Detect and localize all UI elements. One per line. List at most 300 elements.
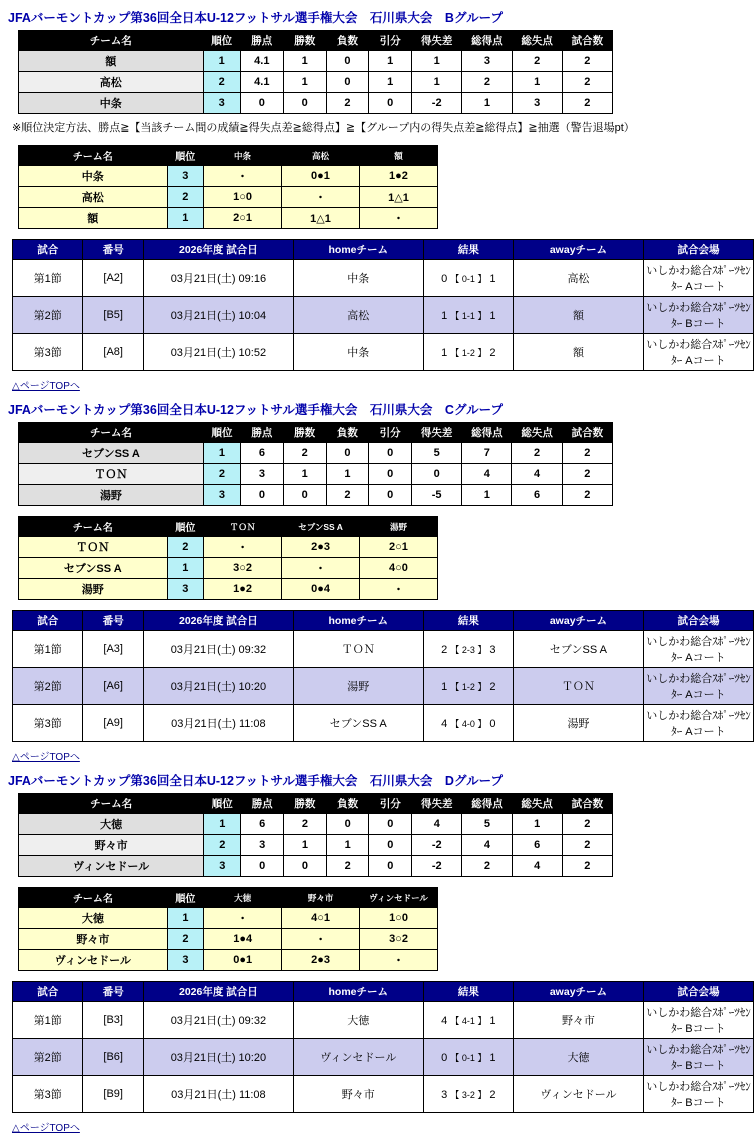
matches-header-0: 試合	[13, 982, 83, 1002]
standings-games: 2	[562, 856, 612, 877]
standings-draw: 0	[369, 485, 412, 506]
cross-result-0: 3○2	[204, 558, 282, 579]
standings-diff: -2	[412, 856, 462, 877]
matches-table	[12, 610, 754, 742]
cross-result-2: 3○2	[360, 929, 438, 950]
standings-row	[19, 856, 613, 877]
standings-header-4: 負数	[326, 423, 369, 443]
cross-header-opponent-0: 大徳	[204, 888, 282, 908]
standings-gf: 1	[462, 93, 512, 114]
cross-header-opponent-1: セブンSS A	[282, 517, 360, 537]
page-top-link[interactable]: △ページTOPへ	[12, 752, 80, 763]
standings-row	[19, 814, 613, 835]
standings-diff: -5	[412, 485, 462, 506]
standings-diff: 1	[412, 72, 462, 93]
match-venue: いしかわ総合ｽﾎﾟｰﾂｾﾝﾀｰ Aコート	[643, 334, 753, 371]
standings-diff: 1	[412, 51, 462, 72]
cross-result-0: ・	[204, 166, 282, 187]
standings-gf: 1	[462, 485, 512, 506]
standings-pt: 3	[241, 835, 284, 856]
match-home-team: セブンSS A	[293, 705, 423, 742]
matches-header-5: awayチーム	[513, 240, 643, 260]
standings-header-3: 勝数	[283, 423, 326, 443]
cross-result-2: 4○0	[360, 558, 438, 579]
standings-header-2: 勝点	[241, 794, 284, 814]
match-date: 03月21日(土) 11:08	[144, 705, 294, 742]
table-row	[13, 297, 754, 334]
match-score: 4 【 4-0 】 0	[423, 705, 513, 742]
match-date: 03月21日(土) 09:16	[144, 260, 294, 297]
table-row	[13, 1002, 754, 1039]
cross-result-1: 2●3	[282, 950, 360, 971]
matches-header-5: awayチーム	[513, 982, 643, 1002]
standings-header-1: 順位	[203, 31, 240, 51]
standings-row	[19, 464, 613, 485]
match-venue: いしかわ総合ｽﾎﾟｰﾂｾﾝﾀｰ Bコート	[643, 1002, 753, 1039]
standings-rank: 1	[204, 814, 241, 835]
match-home-team: 中条	[293, 334, 423, 371]
cross-rank: 3	[167, 950, 204, 971]
standings-gf: 4	[462, 835, 512, 856]
match-venue: いしかわ総合ｽﾎﾟｰﾂｾﾝﾀｰ Bコート	[643, 1076, 753, 1113]
cross-team-name: 額	[19, 208, 168, 229]
standings-diff: 4	[412, 814, 462, 835]
table-row	[13, 334, 754, 371]
cross-team-name: ヴィンセドール	[19, 950, 168, 971]
matches-header-4: 結果	[423, 240, 513, 260]
standings-header-4: 負数	[326, 794, 369, 814]
page-top-link-wrap	[12, 748, 748, 763]
standings-header-9: 試合数	[562, 31, 612, 51]
group-title: JFAバーモントカップ第36回全日本U-12フットサル選手権大会 石川県大会 Dグループ	[8, 774, 503, 788]
table-row	[13, 1039, 754, 1076]
standings-team-name: 野々市	[19, 835, 204, 856]
standings-row	[19, 93, 613, 114]
match-round: 第3節	[13, 1076, 83, 1113]
standings-ga: 4	[512, 856, 562, 877]
match-round: 第1節	[13, 260, 83, 297]
standings-header-5: 引分	[369, 423, 412, 443]
match-score: 4 【 4-1 】 1	[423, 1002, 513, 1039]
standings-rank: 1	[203, 51, 240, 72]
cross-header-opponent-2: ヴィンセドール	[360, 888, 438, 908]
match-away-team: セブンSS A	[513, 631, 643, 668]
cross-rank: 1	[167, 908, 204, 929]
standings-win: 1	[283, 51, 326, 72]
standings-header-6: 得失差	[412, 794, 462, 814]
standings-diff: -2	[412, 93, 462, 114]
standings-lose: 1	[326, 464, 369, 485]
matches-header-0: 試合	[13, 240, 83, 260]
match-venue: いしかわ総合ｽﾎﾟｰﾂｾﾝﾀｰ Aコート	[643, 705, 753, 742]
cross-header-team: チーム名	[19, 888, 168, 908]
match-date: 03月21日(土) 10:52	[144, 334, 294, 371]
standings-header-8: 総失点	[512, 31, 562, 51]
standings-win: 1	[283, 464, 326, 485]
cross-row	[19, 950, 438, 971]
cross-rank: 2	[167, 187, 204, 208]
page-top-link-wrap	[12, 377, 748, 392]
cross-result-1: 1△1	[282, 208, 360, 229]
cross-team-name: 野々市	[19, 929, 168, 950]
standings-header-0: チーム名	[19, 423, 204, 443]
standings-header-3: 勝数	[284, 794, 327, 814]
standings-win: 0	[283, 485, 326, 506]
standings-rank: 2	[203, 464, 240, 485]
standings-header-8: 総失点	[512, 794, 562, 814]
standings-header-7: 総得点	[462, 31, 512, 51]
standings-win: 2	[283, 443, 326, 464]
matches-header-2: 2026年度 試合日	[144, 611, 294, 631]
match-number: [A2]	[83, 260, 144, 297]
cross-result-1: ・	[282, 558, 360, 579]
match-number: [B6]	[83, 1039, 144, 1076]
cross-header-rank: 順位	[167, 888, 204, 908]
cross-header-rank: 順位	[167, 146, 204, 166]
match-home-team: 野々市	[293, 1076, 423, 1113]
match-score: 0 【 0-1 】 1	[423, 260, 513, 297]
standings-win: 2	[284, 814, 327, 835]
cross-row	[19, 537, 438, 558]
cross-result-1: ・	[282, 929, 360, 950]
standings-gf: 3	[462, 51, 512, 72]
match-number: [B3]	[83, 1002, 144, 1039]
cross-result-2: 1●2	[359, 166, 437, 187]
standings-header-7: 総得点	[462, 423, 512, 443]
standings-games: 2	[562, 443, 612, 464]
matches-header-6: 試合会場	[643, 240, 753, 260]
match-home-team: ヴィンセドール	[293, 1039, 423, 1076]
cross-result-2: ・	[360, 950, 438, 971]
table-row	[13, 705, 754, 742]
cross-row	[19, 579, 438, 600]
matches-header-3: homeチーム	[293, 982, 423, 1002]
standings-header-8: 総失点	[512, 423, 562, 443]
standings-draw: 0	[369, 814, 412, 835]
match-round: 第1節	[13, 1002, 83, 1039]
standings-row	[19, 72, 613, 93]
cross-row	[19, 208, 438, 229]
table-row	[13, 1076, 754, 1113]
standings-rank: 2	[204, 835, 241, 856]
table-row	[13, 631, 754, 668]
match-score: 1 【 1-1 】 1	[423, 297, 513, 334]
matches-header-2: 2026年度 試合日	[144, 240, 294, 260]
cross-result-0: 1●4	[204, 929, 282, 950]
match-away-team: 野々市	[513, 1002, 643, 1039]
cross-rank: 2	[167, 537, 204, 558]
standings-games: 2	[562, 93, 612, 114]
standings-win: 1	[284, 835, 327, 856]
standings-diff: 0	[412, 464, 462, 485]
cross-result-1: 4○1	[282, 908, 360, 929]
standings-pt: 6	[241, 814, 284, 835]
cross-row	[19, 166, 438, 187]
standings-diff: -2	[412, 835, 462, 856]
cross-header-opponent-2: 額	[359, 146, 437, 166]
standings-header-5: 引分	[369, 794, 412, 814]
standings-header-0: チーム名	[19, 31, 204, 51]
match-date: 03月21日(土) 10:20	[144, 1039, 294, 1076]
standings-rank: 3	[203, 93, 240, 114]
cross-team-name: ＴＯＮ	[19, 537, 168, 558]
match-number: [B5]	[83, 297, 144, 334]
standings-draw: 0	[369, 856, 412, 877]
group-title: JFAバーモントカップ第36回全日本U-12フットサル選手権大会 石川県大会 Cグループ	[8, 403, 503, 417]
standings-header-1: 順位	[204, 794, 241, 814]
standings-lose: 2	[326, 856, 369, 877]
standings-games: 2	[562, 51, 612, 72]
standings-rank: 3	[204, 856, 241, 877]
match-date: 03月21日(土) 09:32	[144, 631, 294, 668]
standings-header-6: 得失差	[412, 31, 462, 51]
standings-pt: 3	[241, 464, 284, 485]
cross-header-opponent-1: 高松	[282, 146, 360, 166]
standings-pt: 0	[241, 485, 284, 506]
match-away-team: 湯野	[513, 705, 643, 742]
standings-header-2: 勝点	[241, 423, 284, 443]
standings-lose: 2	[326, 485, 369, 506]
page-top-link[interactable]: △ページTOPへ	[12, 1123, 80, 1134]
match-venue: いしかわ総合ｽﾎﾟｰﾂｾﾝﾀｰ Aコート	[643, 631, 753, 668]
standings-draw: 1	[369, 72, 412, 93]
cross-row	[19, 929, 438, 950]
cross-result-0: ・	[204, 908, 282, 929]
standings-pt: 6	[241, 443, 284, 464]
standings-team-name: セブンSS A	[19, 443, 204, 464]
matches-header-1: 番号	[83, 982, 144, 1002]
cross-row	[19, 908, 438, 929]
cross-table	[18, 887, 438, 971]
standings-diff: 5	[412, 443, 462, 464]
standings-ga: 2	[512, 51, 562, 72]
standings-header-7: 総得点	[462, 794, 512, 814]
standings-draw: 0	[369, 835, 412, 856]
standings-ga: 4	[512, 464, 562, 485]
standings-row	[19, 835, 613, 856]
cross-result-0: 1●2	[204, 579, 282, 600]
standings-header-9: 試合数	[562, 423, 612, 443]
match-away-team: 額	[513, 334, 643, 371]
standings-ga: 2	[512, 443, 562, 464]
cross-result-2: ・	[360, 579, 438, 600]
table-row	[13, 668, 754, 705]
standings-lose: 0	[326, 814, 369, 835]
standings-team-name: 額	[19, 51, 204, 72]
standings-ga: 1	[512, 814, 562, 835]
standings-games: 2	[562, 72, 612, 93]
cross-row	[19, 187, 438, 208]
standings-team-name: ＴＯＮ	[19, 464, 204, 485]
match-away-team: 額	[513, 297, 643, 334]
standings-pt: 4.1	[240, 51, 283, 72]
group-section-2	[0, 771, 754, 1134]
standings-row	[19, 485, 613, 506]
cross-header-team: チーム名	[19, 517, 168, 537]
cross-team-name: 中条	[19, 166, 168, 187]
cross-result-1: 2●3	[282, 537, 360, 558]
standings-header-2: 勝点	[240, 31, 283, 51]
matches-header-6: 試合会場	[643, 611, 753, 631]
match-home-team: 大徳	[293, 1002, 423, 1039]
match-number: [A3]	[83, 631, 144, 668]
standings-ga: 3	[512, 93, 562, 114]
cross-header-opponent-0: ＴＯＮ	[204, 517, 282, 537]
standings-header-9: 試合数	[562, 794, 612, 814]
standings-draw: 0	[369, 93, 412, 114]
standings-header-0: チーム名	[19, 794, 204, 814]
cross-rank: 1	[167, 558, 204, 579]
standings-header-4: 負数	[326, 31, 369, 51]
match-date: 03月21日(土) 10:04	[144, 297, 294, 334]
cross-header-opponent-2: 湯野	[360, 517, 438, 537]
match-number: [A8]	[83, 334, 144, 371]
standings-team-name: ヴィンセドール	[19, 856, 204, 877]
match-away-team: ＴＯＮ	[513, 668, 643, 705]
standings-row	[19, 51, 613, 72]
match-score: 3 【 3-2 】 2	[423, 1076, 513, 1113]
standings-header-3: 勝数	[283, 31, 326, 51]
standings-rank: 2	[203, 72, 240, 93]
match-date: 03月21日(土) 10:20	[144, 668, 294, 705]
standings-ga: 1	[512, 72, 562, 93]
matches-header-1: 番号	[83, 240, 144, 260]
standings-rank: 3	[203, 485, 240, 506]
match-home-team: 中条	[293, 260, 423, 297]
cross-row	[19, 558, 438, 579]
match-round: 第1節	[13, 631, 83, 668]
match-score: 1 【 1-2 】 2	[423, 334, 513, 371]
page-root	[0, 8, 754, 1134]
standings-win: 1	[283, 72, 326, 93]
standings-header-6: 得失差	[412, 423, 462, 443]
match-away-team: 大徳	[513, 1039, 643, 1076]
cross-result-1: 0●1	[282, 166, 360, 187]
page-top-link-wrap	[12, 1119, 748, 1134]
standings-draw: 0	[369, 464, 412, 485]
match-home-team: 高松	[293, 297, 423, 334]
cross-result-0: 2○1	[204, 208, 282, 229]
group-title: JFAバーモントカップ第36回全日本U-12フットサル選手権大会 石川県大会 Bグループ	[8, 11, 503, 25]
cross-result-0: 1○0	[204, 187, 282, 208]
cross-rank: 2	[167, 929, 204, 950]
match-venue: いしかわ総合ｽﾎﾟｰﾂｾﾝﾀｰ Aコート	[643, 260, 753, 297]
standings-lose: 0	[326, 72, 369, 93]
cross-table	[18, 516, 438, 600]
standings-pt: 0	[240, 93, 283, 114]
standings-games: 2	[562, 835, 612, 856]
standings-rank: 1	[203, 443, 240, 464]
standings-row	[19, 443, 613, 464]
standings-draw: 1	[369, 51, 412, 72]
standings-gf: 2	[462, 72, 512, 93]
standings-lose: 2	[326, 93, 369, 114]
matches-table	[12, 981, 754, 1113]
page-top-link[interactable]: △ページTOPへ	[12, 381, 80, 392]
cross-team-name: 湯野	[19, 579, 168, 600]
cross-result-1: 0●4	[282, 579, 360, 600]
table-row	[13, 260, 754, 297]
standings-header-5: 引分	[369, 31, 412, 51]
cross-result-2: 1○0	[360, 908, 438, 929]
matches-header-3: homeチーム	[293, 240, 423, 260]
standings-games: 2	[562, 464, 612, 485]
cross-result-1: ・	[282, 187, 360, 208]
standings-team-name: 高松	[19, 72, 204, 93]
group-section-0	[0, 8, 754, 392]
matches-header-4: 結果	[423, 611, 513, 631]
matches-header-3: homeチーム	[293, 611, 423, 631]
cross-table	[18, 145, 438, 229]
cross-header-opponent-1: 野々市	[282, 888, 360, 908]
standings-gf: 5	[462, 814, 512, 835]
matches-header-5: awayチーム	[513, 611, 643, 631]
match-round: 第2節	[13, 668, 83, 705]
match-venue: いしかわ総合ｽﾎﾟｰﾂｾﾝﾀｰ Aコート	[643, 668, 753, 705]
standings-team-name: 中条	[19, 93, 204, 114]
matches-header-1: 番号	[83, 611, 144, 631]
match-score: 0 【 0-1 】 1	[423, 1039, 513, 1076]
cross-rank: 1	[167, 208, 204, 229]
match-round: 第3節	[13, 705, 83, 742]
standings-header-1: 順位	[203, 423, 240, 443]
standings-games: 2	[562, 814, 612, 835]
standings-pt: 0	[241, 856, 284, 877]
cross-rank: 3	[167, 166, 204, 187]
standings-table	[18, 422, 613, 506]
cross-result-0: 0●1	[204, 950, 282, 971]
matches-table	[12, 239, 754, 371]
cross-result-2: 2○1	[360, 537, 438, 558]
match-round: 第2節	[13, 297, 83, 334]
match-date: 03月21日(土) 11:08	[144, 1076, 294, 1113]
cross-header-team: チーム名	[19, 146, 168, 166]
cross-team-name: 大徳	[19, 908, 168, 929]
matches-header-2: 2026年度 試合日	[144, 982, 294, 1002]
standings-ga: 6	[512, 485, 562, 506]
standings-gf: 2	[462, 856, 512, 877]
standings-lose: 0	[326, 443, 369, 464]
standings-games: 2	[562, 485, 612, 506]
matches-header-4: 結果	[423, 982, 513, 1002]
match-date: 03月21日(土) 09:32	[144, 1002, 294, 1039]
match-round: 第3節	[13, 334, 83, 371]
cross-header-rank: 順位	[167, 517, 204, 537]
match-away-team: ヴィンセドール	[513, 1076, 643, 1113]
cross-result-2: 1△1	[359, 187, 437, 208]
match-round: 第2節	[13, 1039, 83, 1076]
standings-win: 0	[284, 856, 327, 877]
standings-ga: 6	[512, 835, 562, 856]
match-number: [B9]	[83, 1076, 144, 1113]
standings-draw: 0	[369, 443, 412, 464]
standings-gf: 4	[462, 464, 512, 485]
standings-win: 0	[283, 93, 326, 114]
standings-gf: 7	[462, 443, 512, 464]
match-home-team: 湯野	[293, 668, 423, 705]
ranking-note: ※順位決定方法、勝点≧【当該チーム間の成績≧得失点差≧総得点】≧【グループ内の得失点差≧総得点】≧抽選（警告退場pt）	[12, 122, 635, 134]
cross-rank: 3	[167, 579, 204, 600]
cross-team-name: 高松	[19, 187, 168, 208]
cross-result-2: ・	[359, 208, 437, 229]
match-score: 1 【 1-2 】 2	[423, 668, 513, 705]
match-venue: いしかわ総合ｽﾎﾟｰﾂｾﾝﾀｰ Bコート	[643, 297, 753, 334]
standings-lose: 0	[326, 51, 369, 72]
matches-header-6: 試合会場	[643, 982, 753, 1002]
group-section-1	[0, 400, 754, 763]
standings-pt: 4.1	[240, 72, 283, 93]
standings-lose: 1	[326, 835, 369, 856]
